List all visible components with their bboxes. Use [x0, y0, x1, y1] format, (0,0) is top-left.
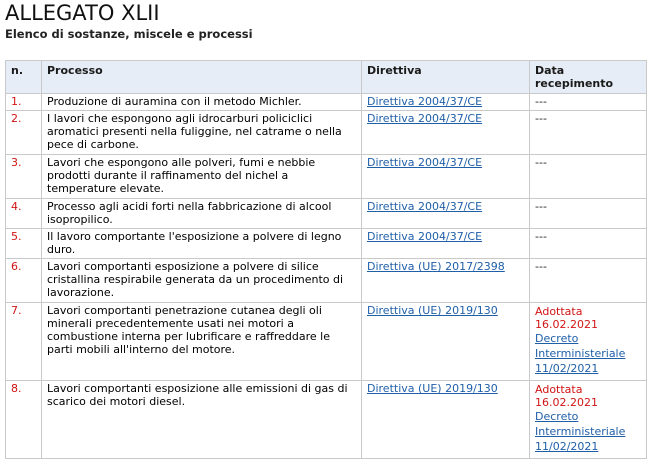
- row-directive-cell: [362, 381, 530, 459]
- row-date: ---: [530, 229, 647, 259]
- row-directive-cell: [362, 155, 530, 199]
- row-date: ---: [530, 111, 647, 155]
- row-number: 5.: [6, 229, 42, 259]
- adopted-date: 16.02.2021: [535, 318, 598, 331]
- directive-link[interactable]: Direttiva 2004/37/CE: [367, 230, 483, 243]
- table-row: [6, 111, 647, 155]
- header-process: Processo: [42, 61, 362, 94]
- row-process: Lavori comportanti penetrazione cutanea degli oli minerali precedentemente usati nei motori a combustione interna per lubrificare e raffreddare le parti mobili all'interno del motore.: [42, 303, 362, 381]
- page-title: ALLEGATO XLII: [5, 1, 160, 25]
- row-process: Processo agli acidi forti nella fabbricazione di alcool isopropilico.: [42, 199, 362, 229]
- row-number: 7.: [6, 303, 42, 381]
- row-process: Il lavoro comportante l'esposizione a polvere di legno duro.: [42, 229, 362, 259]
- decree-link[interactable]: Decreto Interministeriale 11/02/2021: [535, 332, 626, 375]
- row-directive-cell: [362, 303, 530, 381]
- header-directive: Direttiva: [362, 61, 530, 94]
- page-subtitle: Elenco di sostanze, miscele e processi: [5, 27, 253, 41]
- table-row: [6, 155, 647, 199]
- adopted-label: Adottata: [535, 305, 583, 318]
- table-row: [6, 229, 647, 259]
- table-row: [6, 259, 647, 303]
- row-date: ---: [530, 94, 647, 111]
- directive-link[interactable]: Direttiva 2004/37/CE: [367, 112, 483, 125]
- directive-link[interactable]: Direttiva (UE) 2019/130: [367, 382, 498, 395]
- directive-link[interactable]: Direttiva 2004/37/CE: [367, 95, 483, 108]
- table-row: [6, 199, 647, 229]
- header-date: Data recepimento: [530, 61, 647, 94]
- row-directive-cell: [362, 94, 530, 111]
- table-row: [6, 94, 647, 111]
- row-process: Lavori che espongono alle polveri, fumi e nebbie prodotti durante il raffinamento del nichel a temperature elevate.: [42, 155, 362, 199]
- row-directive-cell: [362, 111, 530, 155]
- row-number: 2.: [6, 111, 42, 155]
- adopted-date: 16.02.2021: [535, 396, 598, 409]
- substances-table: [5, 60, 647, 459]
- directive-link[interactable]: Direttiva 2004/37/CE: [367, 156, 483, 169]
- decree-link[interactable]: Decreto Interministeriale 11/02/2021: [535, 410, 626, 453]
- row-directive-cell: [362, 199, 530, 229]
- row-date: ---: [530, 155, 647, 199]
- row-process: I lavori che espongono agli idrocarburi policiclici aromatici presenti nella fuliggine, nel catrame o nella pece di carbone.: [42, 111, 362, 155]
- row-directive-cell: [362, 229, 530, 259]
- row-date: ---: [530, 259, 647, 303]
- row-date: [530, 381, 647, 459]
- table-header-row: [6, 61, 647, 94]
- row-directive-cell: [362, 259, 530, 303]
- adopted-label: Adottata: [535, 383, 583, 396]
- row-number: 3.: [6, 155, 42, 199]
- directive-link[interactable]: Direttiva (UE) 2019/130: [367, 304, 498, 317]
- table-row: [6, 303, 647, 381]
- row-number: 4.: [6, 199, 42, 229]
- row-number: 8.: [6, 381, 42, 459]
- directive-link[interactable]: Direttiva 2004/37/CE: [367, 200, 483, 213]
- row-process: Lavori comportanti esposizione a polvere di silice cristallina respirabile generata da un procedimento di lavorazione.: [42, 259, 362, 303]
- row-number: 6.: [6, 259, 42, 303]
- row-process: Lavori comportanti esposizione alle emissioni di gas di scarico dei motori diesel.: [42, 381, 362, 459]
- row-process: Produzione di auramina con il metodo Michler.: [42, 94, 362, 111]
- table-row: [6, 381, 647, 459]
- header-num: n.: [6, 61, 42, 94]
- directive-link[interactable]: Direttiva (UE) 2017/2398: [367, 260, 505, 273]
- row-number: 1.: [6, 94, 42, 111]
- row-date: ---: [530, 199, 647, 229]
- row-date: [530, 303, 647, 381]
